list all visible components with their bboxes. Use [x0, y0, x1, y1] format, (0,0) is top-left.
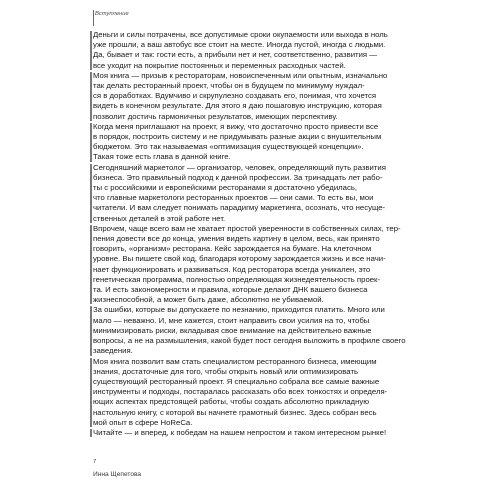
text-line: бюджетом. Это так называемая «оптимизация существующей концепции». — [93, 142, 364, 152]
text-line: жизнеспособной, а может быть даже, абсолютно не убиваемой. — [93, 295, 324, 305]
text-line: в порядок, построить систему и не придумывать разные акции с внушительным — [93, 132, 382, 142]
text-line: все уходит на покрытие постоянных и переменных расходных частей. — [93, 60, 346, 70]
paragraph-5 — [93, 224, 415, 306]
text-line: Моя книга — призыв к рестораторам, новоиспеченным или опытным, изначально — [93, 70, 388, 80]
text-line: мало — неважно. И, мне кажется, стоит направить свои усилия на то, чтобы — [93, 315, 370, 325]
paragraph-marker — [90, 306, 92, 355]
text-line: заведения. — [93, 346, 133, 356]
paragraph-7 — [93, 357, 415, 428]
text-line: говорить, «организм» ресторана. Кейс зарождается на бумаге. На клеточном — [93, 244, 372, 254]
text-line: видеть в конечном результате. Для этого я даю пошаговую инструкцию, которая — [93, 101, 382, 111]
text-line: существующий ресторанный проект. Я специально собрала все самые важные — [93, 376, 380, 386]
text-line: Да, бывает и так: гости есть, а прибыли нет и нет, соответственно, развития — — [93, 50, 377, 60]
page-body — [93, 30, 415, 438]
paragraph-8 — [93, 428, 415, 438]
text-line: Моя книга позволит вам стать специалистом ресторанного бизнеса, имеющим — [93, 356, 377, 366]
text-line: Читайте — и вперед, к победам на нашем непростом и таком интересном рынке! — [93, 427, 387, 437]
text-line: нает функционировать и развиваться. Код ресторатора всегда уникален, это — [93, 264, 371, 274]
text-line: Деньги и силы потрачены, все допустимые сроки окупаемости или выхода в ноль — [93, 30, 388, 39]
paragraph-marker — [90, 429, 92, 437]
paragraph-marker — [90, 72, 92, 121]
text-line: За ошибки, которые вы допускаете по незнанию, приходится платить. Много или — [93, 305, 385, 315]
text-line: настольную книгу, с которой вы начнете грамотный бизнес. Здесь собран весь — [93, 407, 377, 417]
text-line: минимизировать риски, вкладывая свое внимание на действительно важные — [93, 325, 372, 335]
page-footer — [93, 458, 393, 479]
text-line: уровне. Вы пишете свой код, благодаря которому зарождается жизнь и все начи- — [93, 254, 386, 264]
running-header — [93, 10, 393, 26]
text-line: ственных деталей в этой работе нет. — [93, 213, 226, 223]
paragraph-marker — [90, 31, 92, 70]
text-line: вопросы, а не на размышления, какой будет пост сегодня выложить в профиле своего — [93, 336, 406, 346]
text-line: Когда меня приглашают на проект, я вижу, что достаточно просто привести все — [93, 121, 379, 131]
paragraph-marker — [90, 358, 92, 427]
paragraph-3 — [93, 122, 415, 163]
paragraph-4 — [93, 163, 415, 224]
text-line: генетическая программа, полностью определяющая жизнедеятельность проек- — [93, 274, 381, 284]
paragraph-marker — [90, 164, 92, 223]
text-line: Сегодняшний маркетолог — организатор, человек, определяющий путь развития — [93, 162, 386, 172]
text-line: читатели. И вам следует понимать парадигму маркетинга, осознать, что несуще- — [93, 203, 386, 213]
paragraph-6 — [93, 305, 415, 356]
page-number: 7 — [93, 459, 97, 465]
header-rule — [93, 10, 94, 26]
text-line: ся в доработках. Вдумчиво и скрупулезно создавать его, понимая, что хочется — [93, 91, 377, 101]
author-name: Инна Щепетова — [93, 471, 142, 478]
text-line: та. И есть закономерности и правила, которые делают ДНК вашего бизнеса — [93, 285, 368, 295]
text-line: что главные маркетологи ресторанных проектов — они сами. То есть вы, мои — [93, 193, 374, 203]
paragraph-marker — [90, 123, 92, 162]
text-line: ющих аспектах предстоящей работы, чтобы создать абсолютно прикладную — [93, 397, 370, 407]
text-line: уже прошли, а ваш автобус все стоит на месте. Иногда пустой, иногда с людьми. — [93, 40, 386, 50]
text-line: бизнеса. Это правильный подход к данной профессии. За тринадцать лет рабо- — [93, 172, 383, 182]
text-line: Впрочем, чаще всего вам не хватает простой уверенности в собственных силах, тер- — [93, 223, 401, 233]
paragraph-2 — [93, 71, 415, 122]
text-line: ты с российскими и европейскими ресторанами я достаточно убедилась, — [93, 183, 358, 193]
text-line: позволит достичь гармоничных результатов, имеющих перспективу. — [93, 111, 338, 121]
paragraph-1 — [93, 30, 415, 71]
paragraph-marker — [90, 225, 92, 305]
text-line: пения довести все до конца, умения видеть картину в целом, весь, как принято — [93, 234, 380, 244]
section-title: Вступление — [95, 11, 129, 17]
text-line: знания, достаточные для того, чтобы открыть новый или оптимизировать — [93, 366, 359, 376]
text-line: инструменты и подходы, постаралась рассказать обо всех тонкостях и определя- — [93, 387, 388, 397]
text-line: так делать ресторанный проект, чтобы он в будущем по минимуму нуждал- — [93, 81, 365, 91]
text-line: Такая тоже есть глава в данной книге. — [93, 152, 231, 162]
text-line: мой опыт в сфере HoReCa. — [93, 417, 193, 427]
